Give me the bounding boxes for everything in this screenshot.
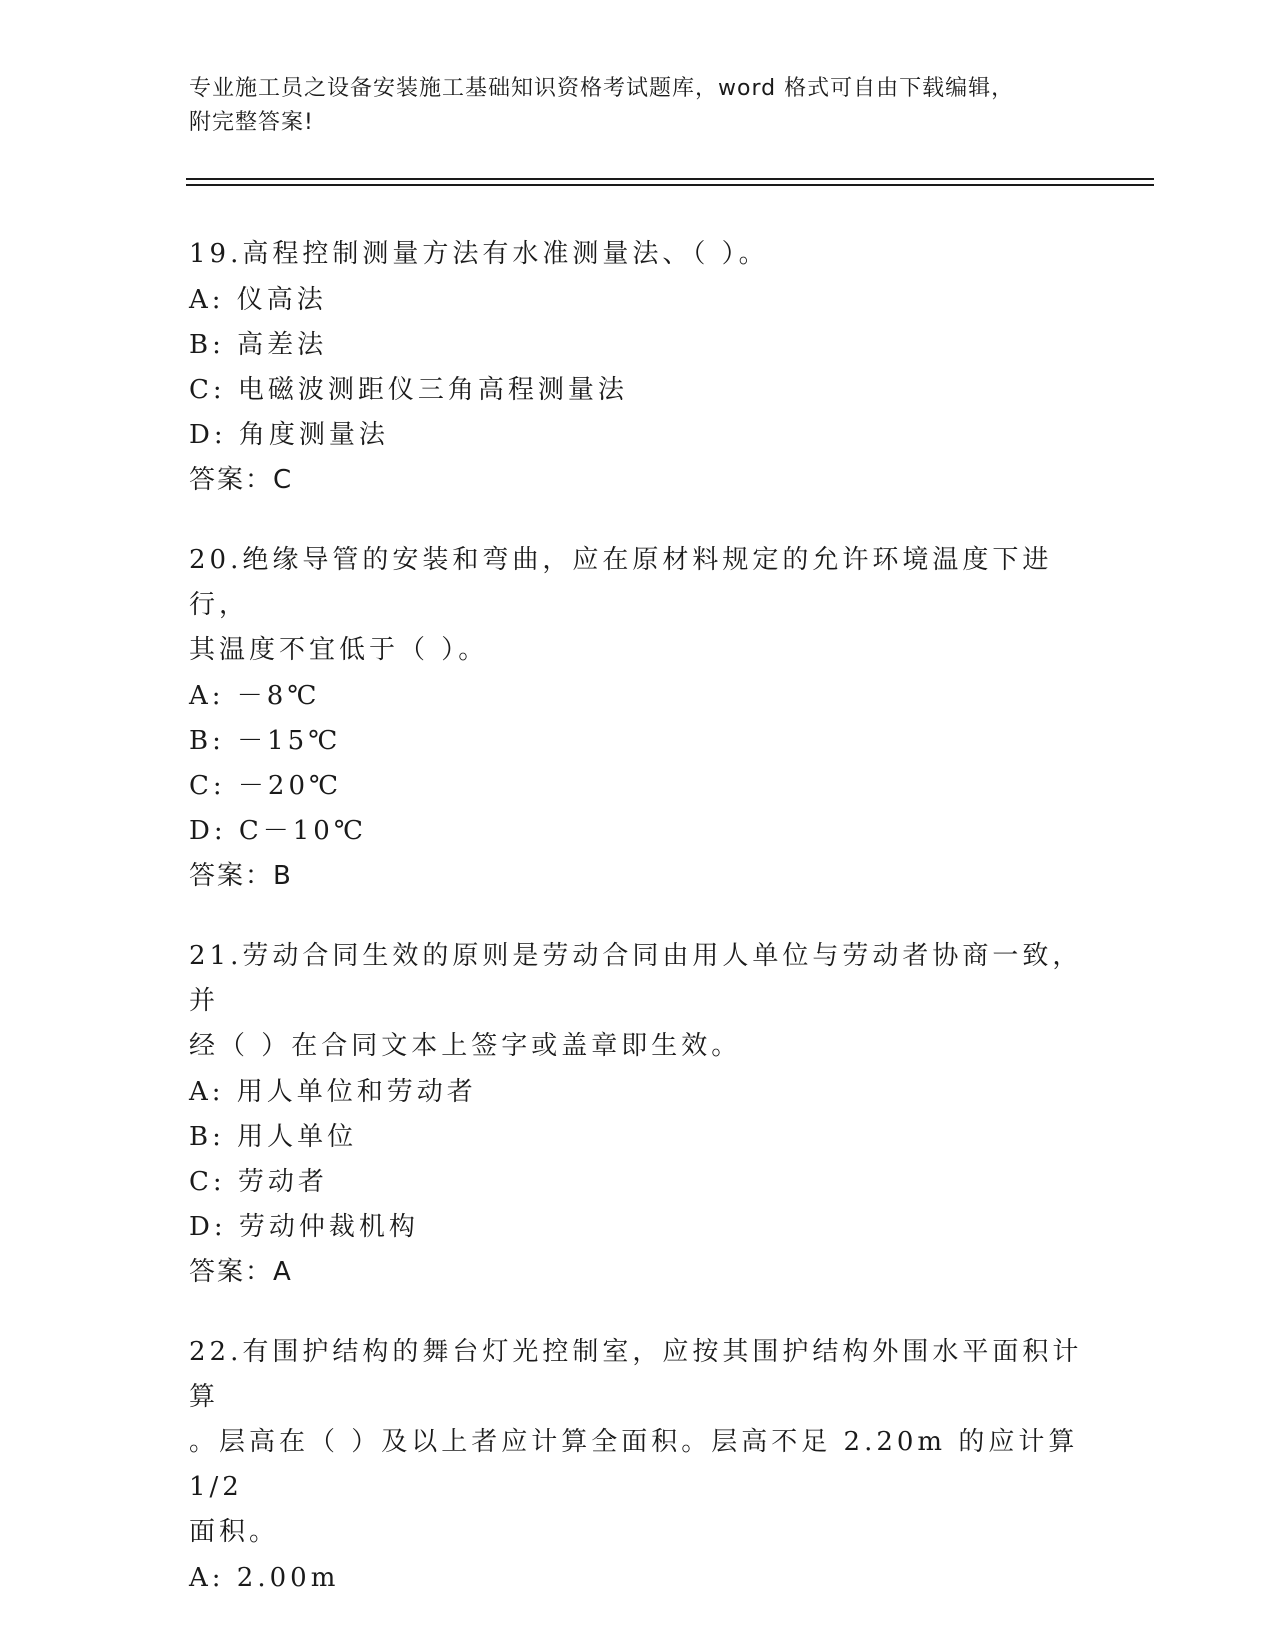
option-a: A: 仪高法 xyxy=(189,285,327,315)
answer-line: 答案：C xyxy=(189,465,294,495)
question-stem xyxy=(189,538,1089,673)
option-c: C: 劳动者 xyxy=(189,1167,328,1197)
question-20 xyxy=(189,538,1089,899)
question-stem xyxy=(189,934,1089,1069)
stem-line: 20.绝缘导管的安装和弯曲，应在原材料规定的允许环境温度下进行， xyxy=(189,545,1053,620)
stem-line: 19.高程控制测量方法有水准测量法、（ ）。 xyxy=(189,239,769,269)
stem-line: 其温度不宜低于（ ）。 xyxy=(189,635,489,665)
option-b: B: －15℃ xyxy=(189,726,342,756)
option-d: D: 劳动仲裁机构 xyxy=(189,1212,419,1242)
option-a: A: 2.00m xyxy=(189,1563,340,1593)
option-b: B: 用人单位 xyxy=(189,1122,358,1152)
header-line-2: 附完整答案! xyxy=(189,110,314,135)
stem-line: 。层高在（ ）及以上者应计算全面积。层高不足 2.20m 的应计算 1/2 xyxy=(189,1427,1079,1502)
stem-line: 22.有围护结构的舞台灯光控制室，应按其围护结构外围水平面积计算 xyxy=(189,1337,1083,1412)
question-22 xyxy=(189,1330,1089,1601)
question-stem xyxy=(189,1330,1089,1555)
answer-line: 答案：A xyxy=(189,1257,293,1287)
option-c: C: －20℃ xyxy=(189,771,343,801)
stem-line: 21.劳动合同生效的原则是劳动合同由用人单位与劳动者协商一致，并 xyxy=(189,941,1083,1016)
stem-line: 经（ ）在合同文本上签字或盖章即生效。 xyxy=(189,1031,742,1061)
question-stem xyxy=(189,232,1089,277)
header-divider-top xyxy=(186,178,1154,180)
option-c: C: 电磁波测距仪三角高程测量法 xyxy=(189,375,628,405)
header-line-1: 专业施工员之设备安装施工基础知识资格考试题库，word 格式可自由下载编辑， xyxy=(189,76,1015,101)
option-b: B: 高差法 xyxy=(189,330,328,360)
stem-line: 面积。 xyxy=(189,1517,280,1547)
option-a: A: －8℃ xyxy=(189,681,321,711)
answer-line: 答案：B xyxy=(189,861,293,891)
header-divider-bottom xyxy=(186,184,1154,186)
question-19 xyxy=(189,232,1089,503)
option-d: D: 角度测量法 xyxy=(189,420,389,450)
question-list xyxy=(189,232,1089,1636)
option-d: D: C－10℃ xyxy=(189,816,367,846)
document-header xyxy=(189,72,1089,140)
option-a: A: 用人单位和劳动者 xyxy=(189,1077,477,1107)
question-21 xyxy=(189,934,1089,1295)
